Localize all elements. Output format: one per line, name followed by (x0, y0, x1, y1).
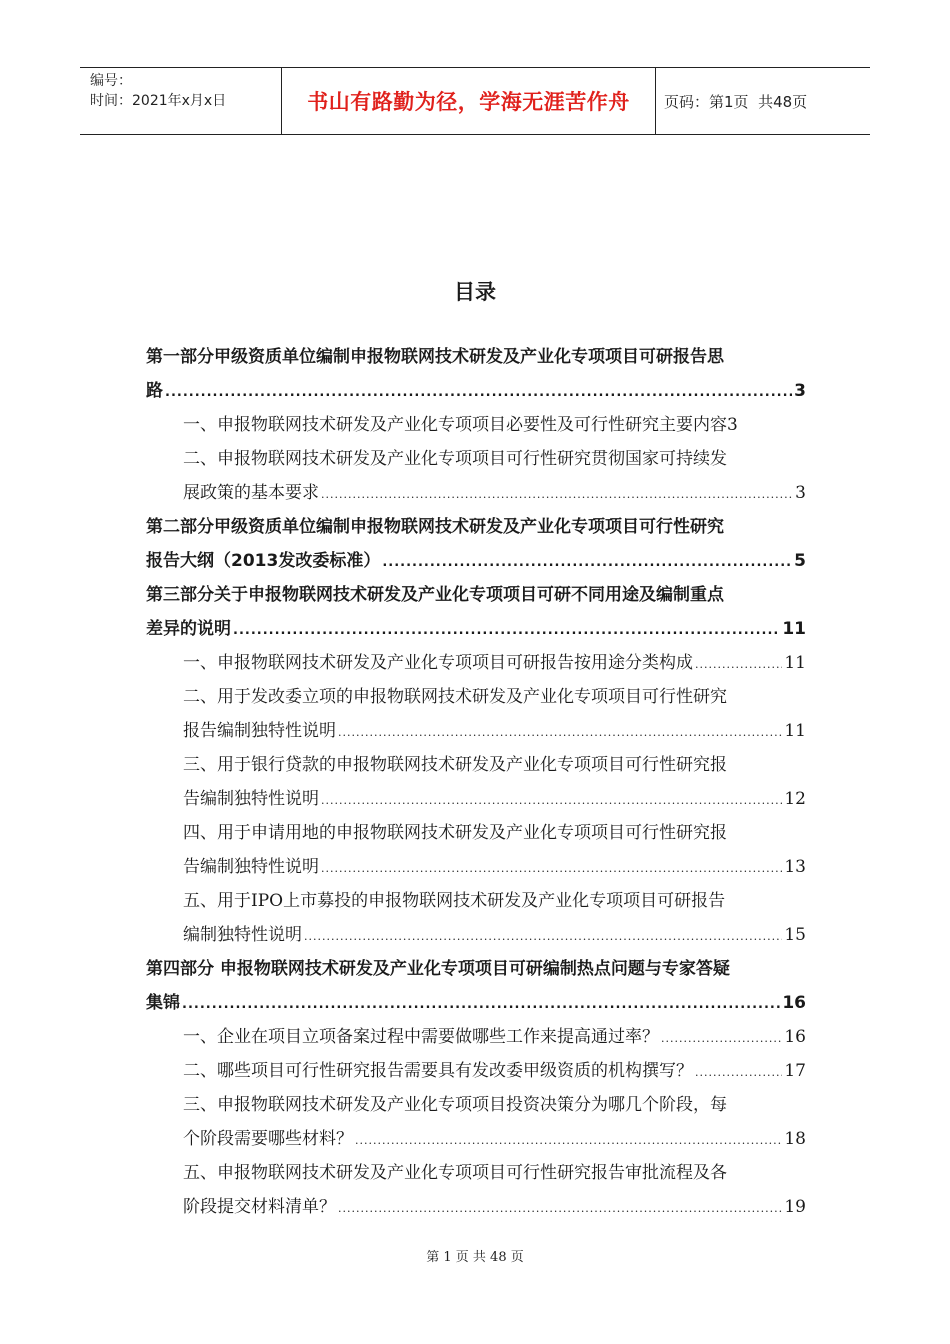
toc-entry-text: 五、用于IPO上市募投的申报物联网技术研发及产业化专项项目可研报告 (183, 891, 726, 911)
toc-page-number: 5 (794, 551, 806, 571)
toc-page-number: 16 (784, 1027, 806, 1047)
toc-dot-leader (695, 1056, 782, 1090)
toc-page-number: 12 (784, 789, 806, 809)
toc-dot-leader (182, 988, 780, 1022)
toc-entry-last-line (183, 646, 806, 680)
toc-entry-text: 一、企业在项目立项备案过程中需要做哪些工作来提高通过率？ (183, 1027, 659, 1047)
toc-entry-text: 报告编制独特性说明 (183, 721, 336, 741)
toc-entry-text: 四、用于申请用地的申报物联网技术研发及产业化专项项目可行性研究报 (183, 823, 727, 843)
toc-entry-text: 展政策的基本要求 (183, 483, 319, 503)
document-date: 时间：2021年x月x日 (90, 93, 227, 109)
toc-page-number: 11 (784, 653, 806, 673)
toc-entry-text: 二、用于发改委立项的申报物联网技术研发及产业化专项项目可行性研究 (183, 687, 727, 707)
toc-entry-last-line (183, 782, 806, 816)
toc-entry-text: 二、哪些项目可行性研究报告需要具有发改委甲级资质的机构撰写？ (183, 1061, 693, 1081)
toc-title: 目录 (454, 280, 496, 304)
toc-entry-text: 阶段提交材料清单？ (183, 1197, 336, 1217)
toc-section-entry[interactable] (183, 646, 806, 680)
toc-entry-text: 三、申报物联网技术研发及产业化专项项目投资决策分为哪几个阶段，每 (183, 1095, 727, 1115)
toc-entry-last-line (183, 714, 806, 748)
header-motto: 书山有路勤为径，学海无涯苦作舟 (282, 68, 656, 134)
toc-dot-leader (338, 716, 782, 750)
toc-entry-last-line (183, 1054, 806, 1088)
document-number-label: 编号： (90, 73, 132, 89)
toc-dot-leader (321, 478, 793, 512)
toc-entry-last-line (146, 986, 806, 1020)
toc-part-entry[interactable] (146, 952, 806, 1020)
toc-dot-leader (304, 920, 782, 954)
toc-page-number: 11 (784, 721, 806, 741)
toc-entry-text: 第三部分关于申报物联网技术研发及产业化专项项目可研不同用途及编制重点 (146, 585, 724, 605)
toc-section-entry[interactable] (183, 1020, 806, 1054)
toc-entry-text: 第二部分甲级资质单位编制申报物联网技术研发及产业化专项项目可行性研究 (146, 517, 724, 537)
toc-entry-last-line (146, 544, 806, 578)
page-footer: 第 1 页 共 48 页 (426, 1250, 524, 1265)
toc-entry-text: 二、申报物联网技术研发及产业化专项项目可行性研究贯彻国家可持续发 (183, 449, 727, 469)
header-meta (80, 68, 282, 134)
toc-entry-last-line (183, 918, 806, 952)
toc-entry-text: 一、申报物联网技术研发及产业化专项项目必要性及可行性研究主要内容 (183, 415, 727, 435)
toc-entry-last-line (146, 374, 806, 408)
toc-entry-last-line (183, 1190, 806, 1224)
toc-dot-leader (355, 1124, 782, 1158)
toc-entry-last-line (183, 476, 806, 510)
page-info-text: 页码：第1页 共48页 (664, 92, 808, 111)
toc-page-number: 18 (784, 1129, 806, 1149)
toc-entry-text: 个阶段需要哪些材料？ (183, 1129, 353, 1149)
toc-part-entry[interactable] (146, 510, 806, 578)
toc-part-entry[interactable] (146, 340, 806, 408)
toc-page-number: 17 (784, 1061, 806, 1081)
toc-section-entry[interactable] (183, 748, 806, 816)
toc-dot-leader (382, 546, 792, 580)
toc-entry-text: 三、用于银行贷款的申报物联网技术研发及产业化专项项目可行性研究报 (183, 755, 727, 775)
header-table (80, 67, 870, 135)
toc-entry-text: 第四部分 申报物联网技术研发及产业化专项项目可研编制热点问题与专家答疑 (146, 959, 730, 979)
toc-dot-leader (321, 852, 782, 886)
toc-section-entry[interactable] (183, 408, 806, 442)
toc-entry-last-line (183, 850, 806, 884)
toc-dot-leader (661, 1022, 782, 1056)
toc-section-entry[interactable] (183, 1088, 806, 1156)
toc-entry-last-line (183, 1122, 806, 1156)
toc-entry-text: 集锦 (146, 993, 180, 1013)
toc-section-entry[interactable] (183, 680, 806, 748)
toc-entry-text: 差异的说明 (146, 619, 231, 639)
toc-page-number: 3 (794, 381, 806, 401)
toc-section-entry[interactable] (183, 884, 806, 952)
toc-entry-last-line (183, 408, 806, 442)
toc-page-number: 16 (782, 993, 806, 1013)
toc-entry-last-line (183, 1020, 806, 1054)
toc-entry-text: 一、申报物联网技术研发及产业化专项项目可研报告按用途分类构成 (183, 653, 693, 673)
toc-page-number: 3 (727, 415, 738, 435)
toc-entry-text: 五、申报物联网技术研发及产业化专项项目可行性研究报告审批流程及各 (183, 1163, 727, 1183)
toc-entry-text: 告编制独特性说明 (183, 857, 319, 877)
toc-entry-text: 编制独特性说明 (183, 925, 302, 945)
toc-dot-leader (233, 614, 780, 648)
table-of-contents (146, 340, 806, 1224)
toc-entry-text: 告编制独特性说明 (183, 789, 319, 809)
header-page-info (656, 68, 870, 134)
toc-entry-text: 路 (146, 381, 163, 401)
toc-page-number: 19 (784, 1197, 806, 1217)
toc-dot-leader (338, 1192, 782, 1226)
toc-section-entry[interactable] (183, 1054, 806, 1088)
toc-section-entry[interactable] (183, 816, 806, 884)
toc-section-entry[interactable] (183, 1156, 806, 1224)
toc-entry-text: 第一部分甲级资质单位编制申报物联网技术研发及产业化专项项目可研报告思 (146, 347, 724, 367)
toc-page-number: 3 (795, 483, 806, 503)
toc-page-number: 13 (784, 857, 806, 877)
toc-page-number: 15 (784, 925, 806, 945)
toc-dot-leader (695, 648, 782, 682)
toc-page-number: 11 (782, 619, 806, 639)
toc-dot-leader (321, 784, 782, 818)
toc-entry-text: 报告大纲（2013发改委标准） (146, 551, 381, 571)
toc-section-entry[interactable] (183, 442, 806, 510)
toc-part-entry[interactable] (146, 578, 806, 646)
toc-dot-leader (165, 376, 792, 410)
toc-entry-last-line (146, 612, 806, 646)
